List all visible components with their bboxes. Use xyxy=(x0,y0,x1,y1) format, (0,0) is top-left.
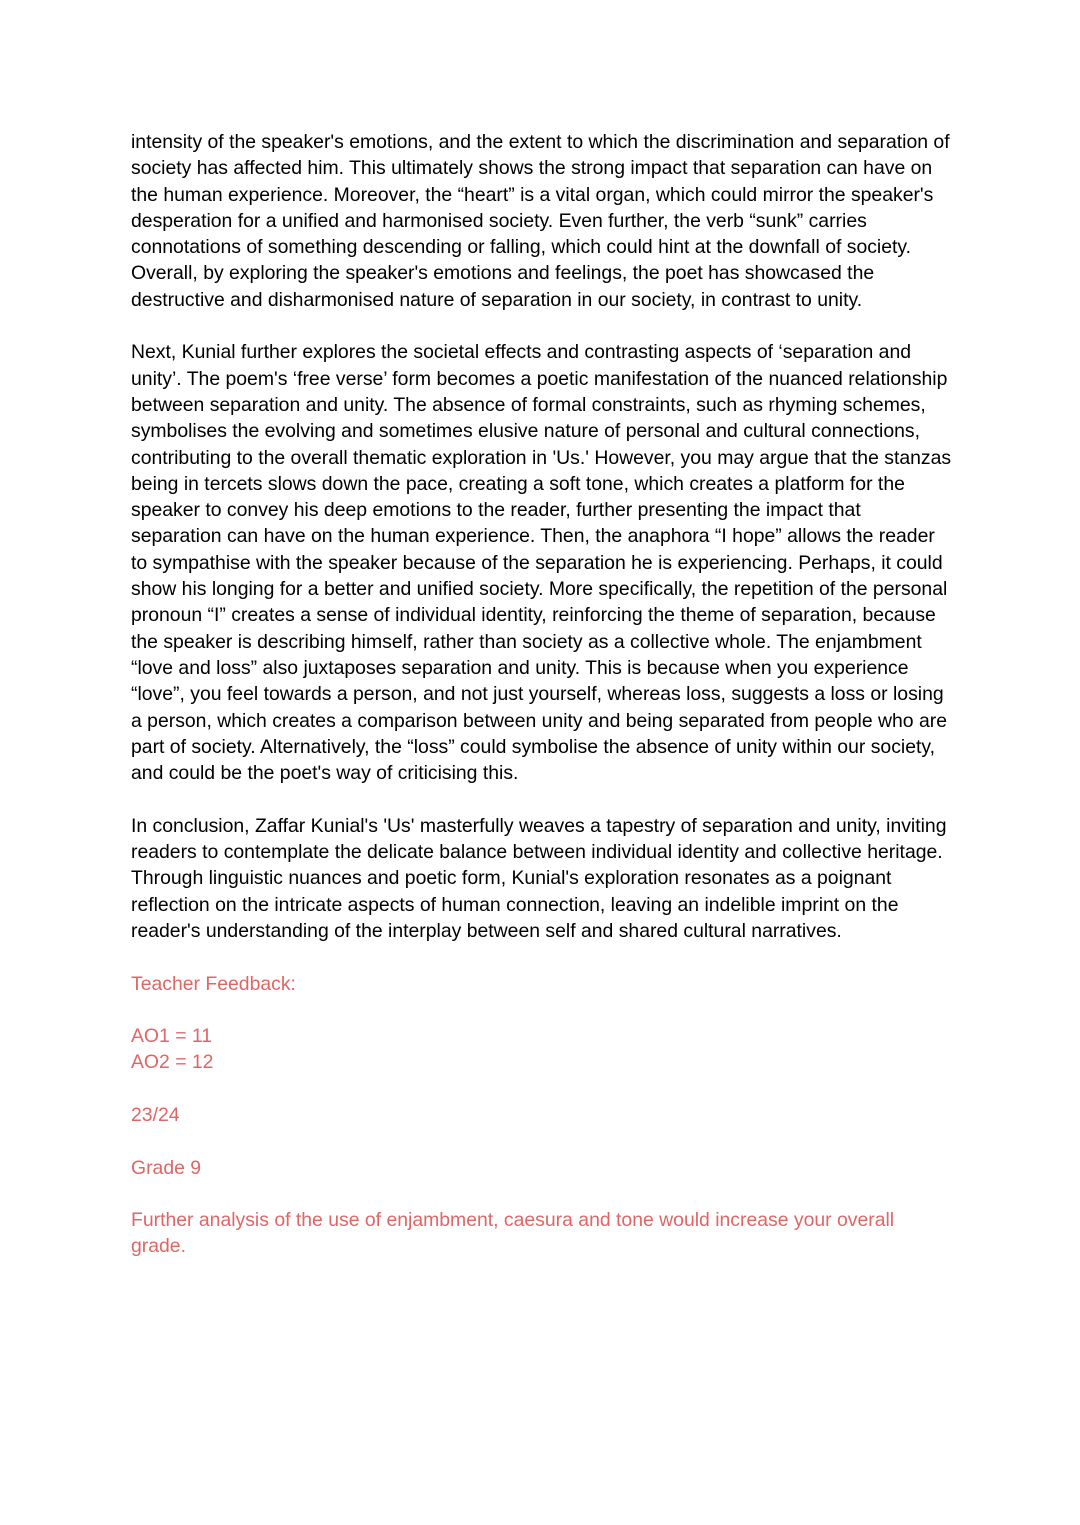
feedback-heading: Teacher Feedback: xyxy=(131,972,296,995)
feedback-ao1: AO1 = 11 xyxy=(131,1025,213,1048)
teacher-feedback xyxy=(131,971,953,1260)
feedback-scores xyxy=(131,1023,953,1076)
essay-paragraph-1: intensity of the speaker's emotions, and the extent to which the discrimination and separation of society has affected him. This ultimately shows the strong impact that separation can have on the human experience. Moreover, the “heart” is a vital organ, which could mirror the speaker's desperation for a unified and harmonised society. Even further, the verb “sunk” carries connotations of something descending or falling, which could hint at the downfall of society. Overall, by exploring the speaker's emotions and feelings, the poet has showcased the destructive and disharmonised nature of separation in our society, in contrast to unity. xyxy=(131,131,950,311)
essay-paragraph-3: In conclusion, Zaffar Kunial's 'Us' masterfully weaves a tapestry of separation and unity, inviting readers to contemplate the delicate balance between individual identity and collective heritage. Through linguistic nuances and poetic form, Kunial's exploration resonates as a poignant reflection on the intricate aspects of human connection, leaving an indelible imprint on the reader's understanding of the interplay between self and shared cultural narratives. xyxy=(131,814,947,942)
essay-paragraph-2: Next, Kunial further explores the societal effects and contrasting aspects of ‘separation and unity’. The poem's ‘free verse’ form becomes a poetic manifestation of the nuanced relationship between separation and unity. The absence of formal constraints, such as rhyming schemes, symbolises the evolving and sometimes elusive nature of personal and cultural connections, contributing to the overall thematic exploration in 'Us.' However, you may argue that the stanzas being in tercets slows down the pace, creating a soft tone, which creates a platform for the speaker to convey his deep emotions to the reader, further presenting the impact that separation can have on the human experience. Then, the anaphora “I hope” allows the reader to sympathise with the speaker because of the separation he is experiencing. Perhaps, it could show his longing for a better and unified society. More specifically, the repetition of the personal pronoun “I” creates a sense of individual identity, reinforcing the theme of separation, because the speaker is describing himself, rather than society as a collective whole. The enjambment “love and loss” also juxtaposes separation and unity. This is because when you experience “love”, you feel towards a person, and not just yourself, whereas loss, suggests a loss or losing a person, which creates a comparison between unity and being separated from people who are part of society. Alternatively, the “loss” could symbolise the absence of unity within our society, and could be the poet's way of criticising this. xyxy=(131,341,952,785)
feedback-ao2: AO2 = 12 xyxy=(131,1051,214,1074)
feedback-comment: Further analysis of the use of enjambment, caesura and tone would increase your overall grade. xyxy=(131,1209,895,1258)
document-page xyxy=(131,129,953,1286)
feedback-total: 23/24 xyxy=(131,1103,180,1126)
feedback-grade: Grade 9 xyxy=(131,1156,202,1179)
